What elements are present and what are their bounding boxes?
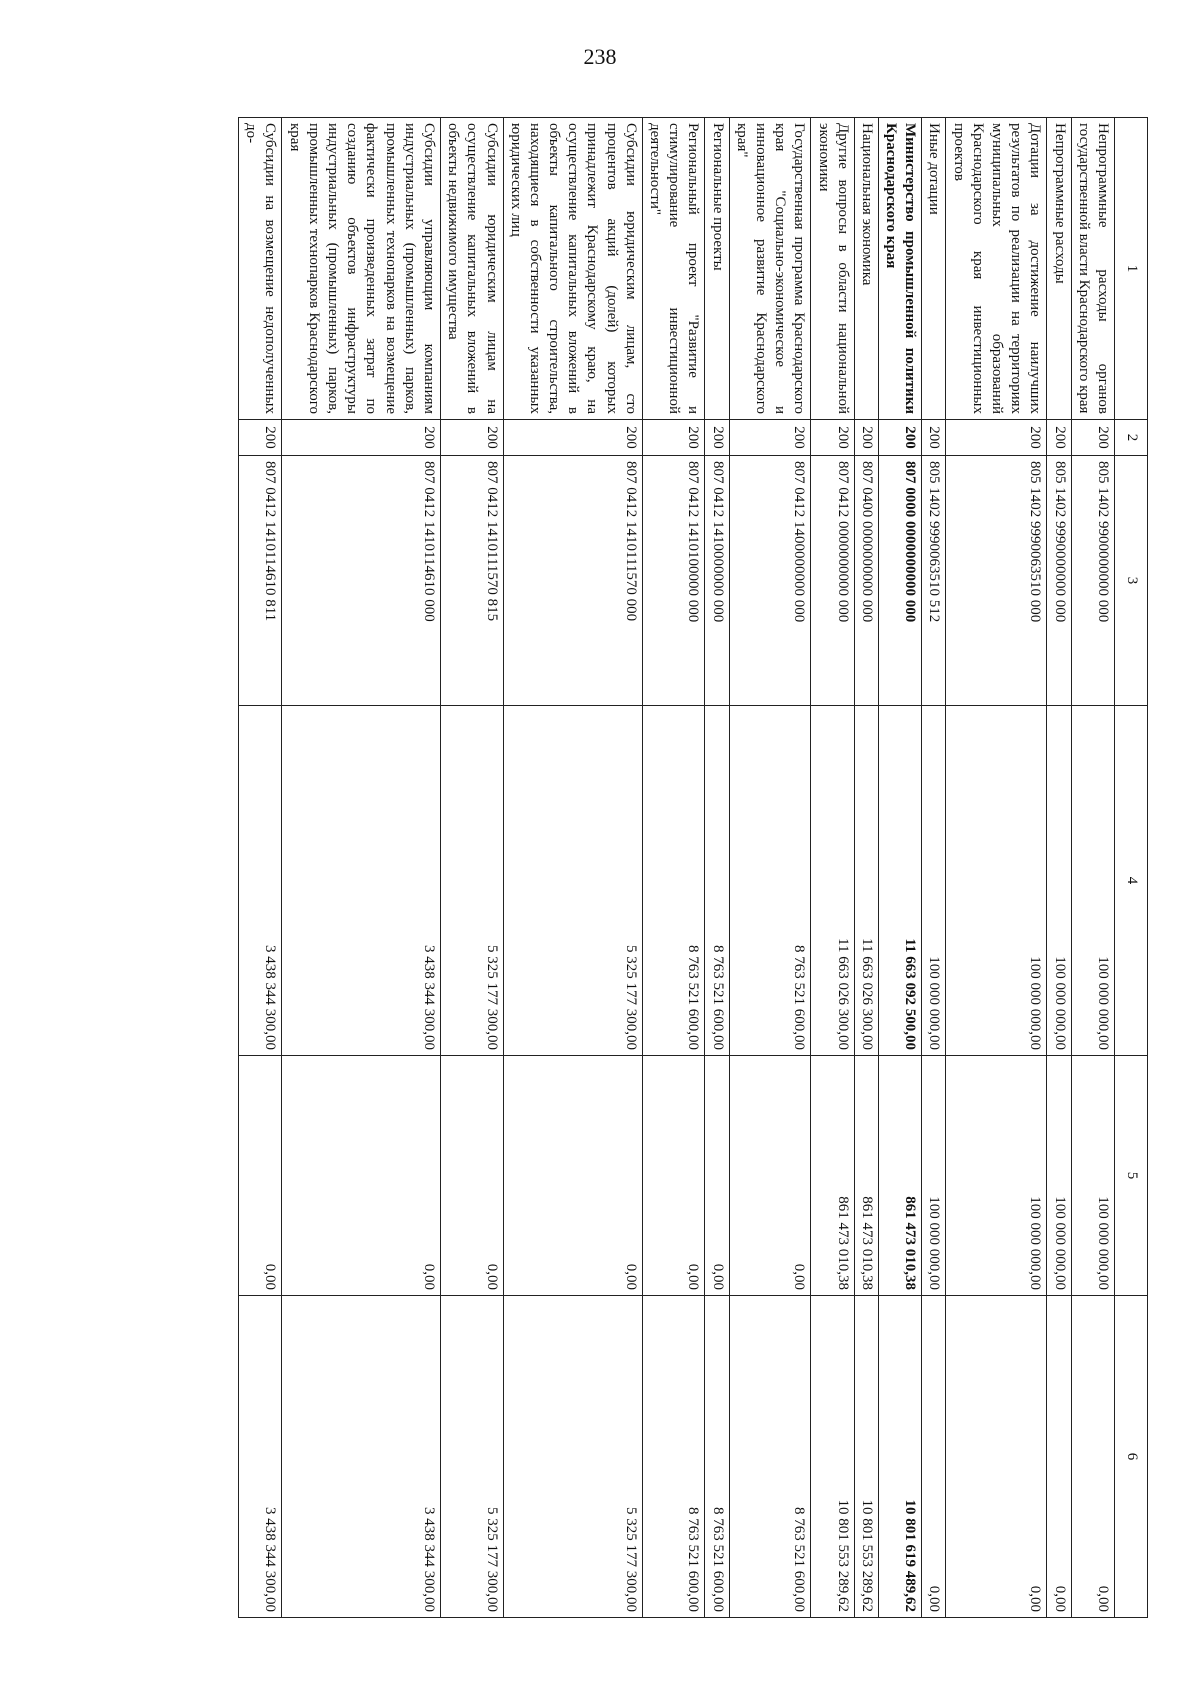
row-code-200-cell: 200 xyxy=(1071,420,1114,456)
row-classification-code-cell: 807 0412 1410114610 811 xyxy=(239,456,282,706)
row-amount-col6-cell: 10 801 553 289,62 xyxy=(854,1296,878,1618)
row-classification-code-cell: 805 1402 9990000000 000 xyxy=(1047,456,1071,706)
table-row xyxy=(811,118,854,1618)
row-amount-col4-cell: 8 763 521 600,00 xyxy=(642,706,705,1056)
row-amount-col5-cell: 0,00 xyxy=(441,1056,504,1296)
row-amount-col5-cell: 0,00 xyxy=(503,1056,642,1296)
row-classification-code-cell: 807 0000 0000000000 000 xyxy=(878,456,921,706)
row-code-200-cell: 200 xyxy=(239,420,282,456)
row-code-200-cell: 200 xyxy=(441,420,504,456)
row-amount-col6-cell: 10 801 553 289,62 xyxy=(811,1296,854,1618)
row-classification-code-cell: 807 0412 0000000000 000 xyxy=(811,456,854,706)
row-amount-col6-cell: 0,00 xyxy=(922,1296,946,1618)
row-amount-col5-cell: 100 000 000,00 xyxy=(922,1056,946,1296)
row-amount-col6-cell: 3 438 344 300,00 xyxy=(239,1296,282,1618)
row-name-cell: Дотации за достижение наилучших результатов по реализации на территориях муниципальных образований Краснодарского края инвестиционных проектов xyxy=(946,118,1047,420)
row-classification-code-cell: 807 0412 1410000000 000 xyxy=(705,456,729,706)
row-amount-col5-cell: 100 000 000,00 xyxy=(946,1056,1047,1296)
row-amount-col4-cell: 3 438 344 300,00 xyxy=(239,706,282,1056)
header-col-4: 4 xyxy=(1115,706,1148,1056)
row-classification-code-cell: 805 1402 9990063510 000 xyxy=(946,456,1047,706)
row-amount-col4-cell: 11 663 026 300,00 xyxy=(854,706,878,1056)
header-col-5: 5 xyxy=(1115,1056,1148,1296)
row-name-cell: Другие вопросы в области национальной экономики xyxy=(811,118,854,420)
row-classification-code-cell: 805 1402 9900000000 000 xyxy=(1071,456,1114,706)
row-amount-col6-cell: 8 763 521 600,00 xyxy=(729,1296,811,1618)
header-col-6: 6 xyxy=(1115,1296,1148,1618)
row-classification-code-cell: 807 0412 1410111570 000 xyxy=(503,456,642,706)
header-row xyxy=(1115,118,1148,1618)
row-code-200-cell: 200 xyxy=(705,420,729,456)
table-row xyxy=(642,118,705,1618)
row-name-cell: Министерство промышленной политики Краснодарского края xyxy=(878,118,921,420)
table-row xyxy=(441,118,504,1618)
row-classification-code-cell: 807 0412 1410114610 000 xyxy=(282,456,441,706)
row-amount-col5-cell: 0,00 xyxy=(282,1056,441,1296)
row-code-200-cell: 200 xyxy=(1047,420,1071,456)
row-amount-col4-cell: 5 325 177 300,00 xyxy=(441,706,504,1056)
row-amount-col5-cell: 0,00 xyxy=(729,1056,811,1296)
row-amount-col6-cell: 8 763 521 600,00 xyxy=(705,1296,729,1618)
row-name-cell: Субсидии управляющим компаниям индустриальных (промышленных) парков, промышленных технопарков на возмещение фактически произведенных затрат по созданию объектов инфраструктуры индустриальных (промышленных) парков, промышленных технопарков Краснодарского края xyxy=(282,118,441,420)
table-row xyxy=(282,118,441,1618)
header-col-3: 3 xyxy=(1115,456,1148,706)
row-classification-code-cell: 807 0412 1410100000 000 xyxy=(642,456,705,706)
row-name-cell: Государственная программа Краснодарского края "Социально-экономическое и инновационное развитие Краснодарского края" xyxy=(729,118,811,420)
row-amount-col4-cell: 11 663 092 500,00 xyxy=(878,706,921,1056)
row-amount-col5-cell: 100 000 000,00 xyxy=(1047,1056,1071,1296)
row-amount-col4-cell: 100 000 000,00 xyxy=(922,706,946,1056)
row-code-200-cell: 200 xyxy=(854,420,878,456)
row-amount-col5-cell: 0,00 xyxy=(239,1056,282,1296)
row-amount-col5-cell: 861 473 010,38 xyxy=(854,1056,878,1296)
row-name-cell: Национальная экономика xyxy=(854,118,878,420)
row-name-cell: Субсидии на возмещение недополученных до- xyxy=(239,118,282,420)
row-name-cell: Иные дотации xyxy=(922,118,946,420)
table-body xyxy=(239,118,1115,1618)
row-amount-col6-cell: 0,00 xyxy=(1047,1296,1071,1618)
row-amount-col6-cell: 0,00 xyxy=(1071,1296,1114,1618)
row-name-cell: Региональные проекты xyxy=(705,118,729,420)
row-code-200-cell: 200 xyxy=(642,420,705,456)
budget-table xyxy=(238,117,1148,1618)
row-amount-col5-cell: 861 473 010,38 xyxy=(811,1056,854,1296)
row-code-200-cell: 200 xyxy=(503,420,642,456)
row-amount-col4-cell: 5 325 177 300,00 xyxy=(503,706,642,1056)
table-row xyxy=(239,118,282,1618)
table-header xyxy=(1115,118,1148,1618)
row-amount-col6-cell: 8 763 521 600,00 xyxy=(642,1296,705,1618)
row-classification-code-cell: 805 1402 9990063510 512 xyxy=(922,456,946,706)
header-col-1: 1 xyxy=(1115,118,1148,420)
row-name-cell: Непрограммные расходы xyxy=(1047,118,1071,420)
table-row xyxy=(878,118,921,1618)
table-row xyxy=(1071,118,1114,1618)
row-amount-col4-cell: 11 663 026 300,00 xyxy=(811,706,854,1056)
row-name-cell: Субсидии юридическим лицам на осуществление капитальных вложений в объекты недвижимого имущества xyxy=(441,118,504,420)
row-amount-col4-cell: 100 000 000,00 xyxy=(1071,706,1114,1056)
row-code-200-cell: 200 xyxy=(282,420,441,456)
row-amount-col5-cell: 0,00 xyxy=(642,1056,705,1296)
row-amount-col4-cell: 3 438 344 300,00 xyxy=(282,706,441,1056)
row-classification-code-cell: 807 0412 1400000000 000 xyxy=(729,456,811,706)
row-code-200-cell: 200 xyxy=(729,420,811,456)
row-code-200-cell: 200 xyxy=(922,420,946,456)
row-amount-col6-cell: 5 325 177 300,00 xyxy=(503,1296,642,1618)
row-amount-col4-cell: 8 763 521 600,00 xyxy=(729,706,811,1056)
row-amount-col6-cell: 0,00 xyxy=(946,1296,1047,1618)
row-amount-col5-cell: 0,00 xyxy=(705,1056,729,1296)
row-amount-col6-cell: 10 801 619 489,62 xyxy=(878,1296,921,1618)
row-name-cell: Региональный проект "Развитие и стимулирование инвестиционной деятельности" xyxy=(642,118,705,420)
row-code-200-cell: 200 xyxy=(811,420,854,456)
row-amount-col5-cell: 100 000 000,00 xyxy=(1071,1056,1114,1296)
table-row xyxy=(503,118,642,1618)
row-amount-col5-cell: 861 473 010,38 xyxy=(878,1056,921,1296)
row-amount-col4-cell: 8 763 521 600,00 xyxy=(705,706,729,1056)
rotated-table-container xyxy=(243,117,1148,1617)
row-code-200-cell: 200 xyxy=(946,420,1047,456)
row-amount-col6-cell: 5 325 177 300,00 xyxy=(441,1296,504,1618)
table-row xyxy=(1047,118,1071,1618)
row-code-200-cell: 200 xyxy=(878,420,921,456)
row-amount-col4-cell: 100 000 000,00 xyxy=(1047,706,1071,1056)
header-col-2: 2 xyxy=(1115,420,1148,456)
table-row xyxy=(854,118,878,1618)
row-name-cell: Непрограммные расходы органов государственной власти Краснодарского края xyxy=(1071,118,1114,420)
row-classification-code-cell: 807 0400 0000000000 000 xyxy=(854,456,878,706)
row-amount-col6-cell: 3 438 344 300,00 xyxy=(282,1296,441,1618)
page-number: 238 xyxy=(583,44,617,69)
table-row xyxy=(946,118,1047,1618)
table-row xyxy=(922,118,946,1618)
table-row xyxy=(729,118,811,1618)
table-row xyxy=(705,118,729,1618)
row-classification-code-cell: 807 0412 1410111570 815 xyxy=(441,456,504,706)
row-name-cell: Субсидии юридическим лицам, сто процентов акций (долей) которых принадлежит Краснодарскому краю, на осуществление капитальных вложений в объекты капитального строительства, находящиеся в собственности указанных юридических лиц xyxy=(503,118,642,420)
row-amount-col4-cell: 100 000 000,00 xyxy=(946,706,1047,1056)
